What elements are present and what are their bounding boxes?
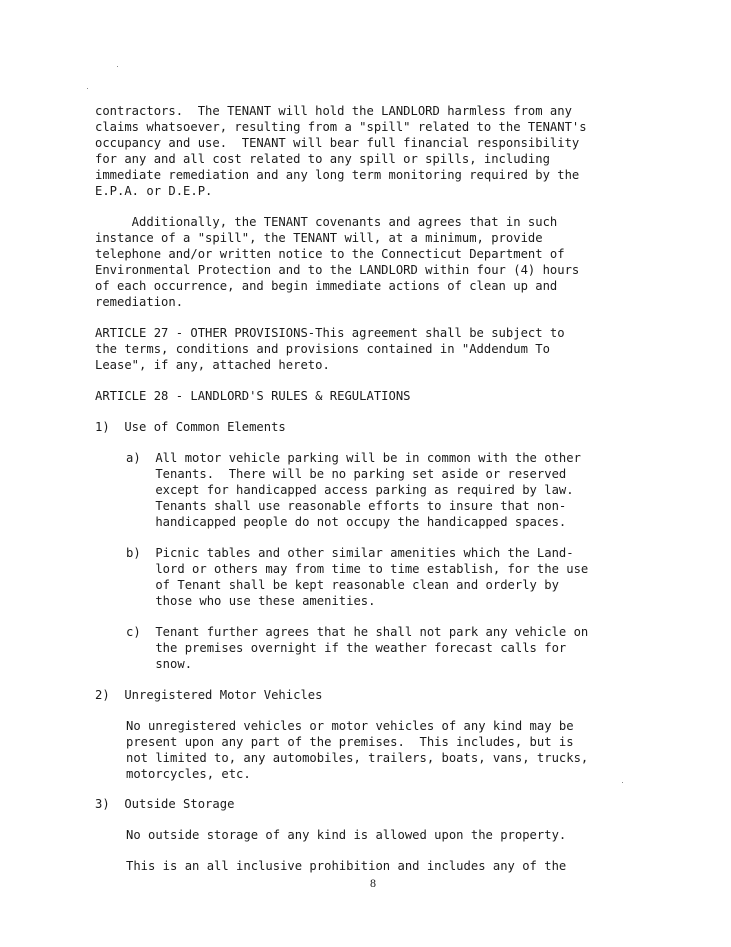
article-27-line: Lease", if any, attached hereto.: [95, 358, 330, 372]
body-line: Additionally, the TENANT covenants and agrees that in such: [95, 215, 558, 229]
body-line: contractors. The TENANT will hold the LANDLORD harmless from any: [95, 104, 572, 118]
item-2-line: No unregistered vehicles or motor vehicles of any kind may be: [126, 719, 574, 733]
item-2-title: 2) Unregistered Motor Vehicles: [95, 688, 323, 702]
item-3-title: 3) Outside Storage: [95, 797, 235, 811]
item-2-line: not limited to, any automobiles, trailers, boats, vans, trucks,: [126, 751, 589, 765]
item-1a-line: a) All motor vehicle parking will be in common with the other: [126, 451, 581, 465]
item-3-line: No outside storage of any kind is allowed upon the property.: [126, 828, 567, 842]
item-1a-line: except for handicapped access parking as required by law.: [126, 483, 574, 497]
article-27-line: the terms, conditions and provisions contained in "Addendum To: [95, 342, 550, 356]
item-1b-line: lord or others may from time to time establish, for the use: [126, 562, 589, 576]
body-line: claims whatsoever, resulting from a "spill" related to the TENANT's: [95, 120, 587, 134]
item-2-line: motorcycles, etc.: [126, 767, 251, 781]
body-line: occupancy and use. TENANT will bear full financial responsibility: [95, 136, 580, 150]
body-line: E.P.A. or D.E.P.: [95, 184, 213, 198]
item-2-line: present upon any part of the premises. This includes, but is: [126, 735, 574, 749]
item-1a-line: handicapped people do not occupy the handicapped spaces.: [126, 515, 567, 529]
body-line: Environmental Protection and to the LANDLORD within four (4) hours: [95, 263, 580, 277]
article-27-line: ARTICLE 27 - OTHER PROVISIONS-This agreement shall be subject to: [95, 326, 565, 340]
item-1a-line: Tenants. There will be no parking set aside or reserved: [126, 467, 567, 481]
body-line: instance of a "spill", the TENANT will, at a minimum, provide: [95, 231, 543, 245]
body-line: remediation.: [95, 295, 184, 309]
body-line: for any and all cost related to any spill or spills, including: [95, 152, 550, 166]
body-line: immediate remediation and any long term monitoring required by the: [95, 168, 580, 182]
item-1b-line: b) Picnic tables and other similar amenities which the Land-: [126, 546, 574, 560]
item-1b-line: those who use these amenities.: [126, 594, 376, 608]
scan-speck: [87, 88, 88, 89]
item-3-line: This is an all inclusive prohibition and includes any of the: [126, 859, 567, 873]
article-28-heading: ARTICLE 28 - LANDLORD'S RULES & REGULATIONS: [95, 389, 411, 403]
item-1-title: 1) Use of Common Elements: [95, 420, 286, 434]
body-line: telephone and/or written notice to the Connecticut Department of: [95, 247, 565, 261]
scan-speck: [117, 66, 118, 67]
item-1c-line: snow.: [126, 657, 193, 671]
body-line: of each occurrence, and begin immediate actions of clean up and: [95, 279, 558, 293]
item-1c-line: the premises overnight if the weather forecast calls for: [126, 641, 567, 655]
page-number: 8: [370, 876, 376, 890]
item-1c-line: c) Tenant further agrees that he shall not park any vehicle on: [126, 625, 589, 639]
item-1b-line: of Tenant shall be kept reasonable clean and orderly by: [126, 578, 559, 592]
scan-speck: [622, 782, 623, 783]
item-1a-line: Tenants shall use reasonable efforts to insure that non-: [126, 499, 567, 513]
